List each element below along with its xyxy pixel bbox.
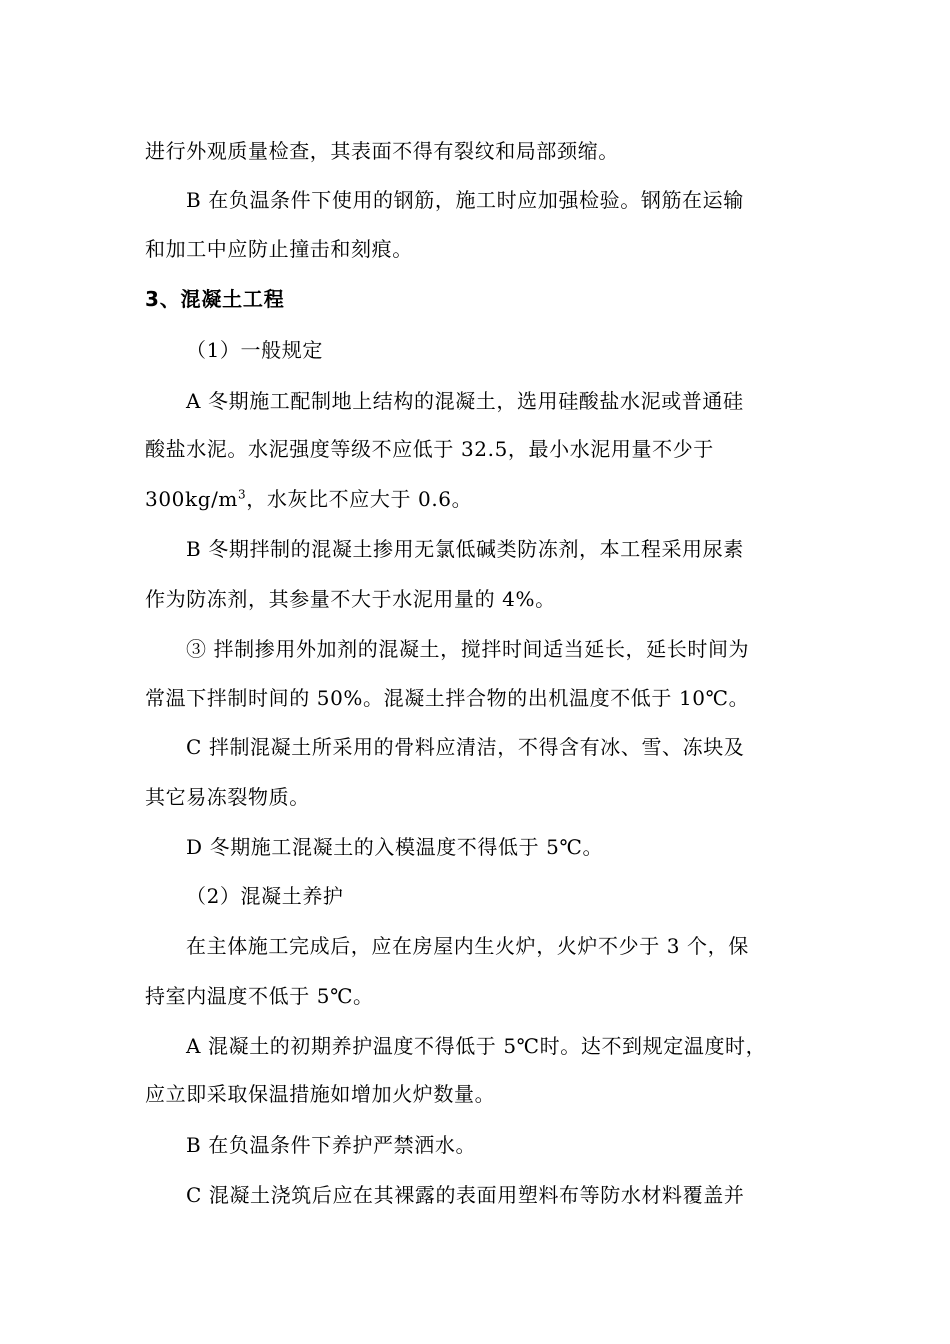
paragraph-line: B 在负温条件下养护严禁洒水。	[186, 1133, 477, 1157]
subsection-heading: （2）混凝土养护	[186, 884, 344, 908]
paragraph-line: C 拌制混凝土所采用的骨料应清洁，不得含有冰、雪、冻块及	[186, 735, 745, 759]
paragraph-line: D 冬期施工混凝土的入模温度不得低于 5℃。	[186, 835, 604, 859]
subsection-heading: （1）一般规定	[186, 338, 323, 362]
unit-superscript: 3	[238, 487, 247, 502]
paragraph-line: 常温下拌制时间的 50%。混凝土拌合物的出机温度不低于 10℃。	[145, 686, 750, 710]
paragraph-line: 在主体施工完成后，应在房屋内生火炉，火炉不少于 3 个，保	[186, 934, 749, 958]
paragraph-line: 和加工中应防止撞击和刻痕。	[145, 237, 413, 261]
paragraph-line: 进行外观质量检查，其表面不得有裂纹和局部颈缩。	[145, 139, 619, 163]
paragraph-line: B 冬期拌制的混凝土掺用无氯低碱类防冻剂，本工程采用尿素	[186, 537, 744, 561]
paragraph-line: A 冬期施工配制地上结构的混凝土，选用硅酸盐水泥或普通硅	[186, 389, 744, 413]
section-heading: 3、混凝土工程	[145, 287, 285, 311]
paragraph-line: 持室内温度不低于 5℃。	[145, 984, 374, 1008]
paragraph-line: 酸盐水泥。水泥强度等级不应低于 32.5，最小水泥用量不少于	[145, 437, 714, 461]
paragraph-line: B 在负温条件下使用的钢筋，施工时应加强检验。钢筋在运输	[186, 188, 744, 212]
paragraph-line: 作为防冻剂，其参量不大于水泥用量的 4%。	[145, 587, 556, 611]
unit-base: 300kg/m	[145, 487, 238, 511]
paragraph-line: C 混凝土浇筑后应在其裸露的表面用塑料布等防水材料覆盖并	[186, 1183, 745, 1207]
paragraph-line: 应立即采取保温措施如增加火炉数量。	[145, 1082, 496, 1106]
line-continuation: ，水灰比不应大于 0.6。	[246, 487, 473, 511]
paragraph-line	[145, 487, 472, 511]
paragraph-line: 其它易冻裂物质。	[145, 785, 310, 809]
paragraph-line: A 混凝土的初期养护温度不得低于 5℃时。达不到规定温度时，	[186, 1034, 767, 1058]
paragraph-line: ③ 拌制掺用外加剂的混凝土，搅拌时间适当延长，延长时间为	[186, 637, 750, 661]
